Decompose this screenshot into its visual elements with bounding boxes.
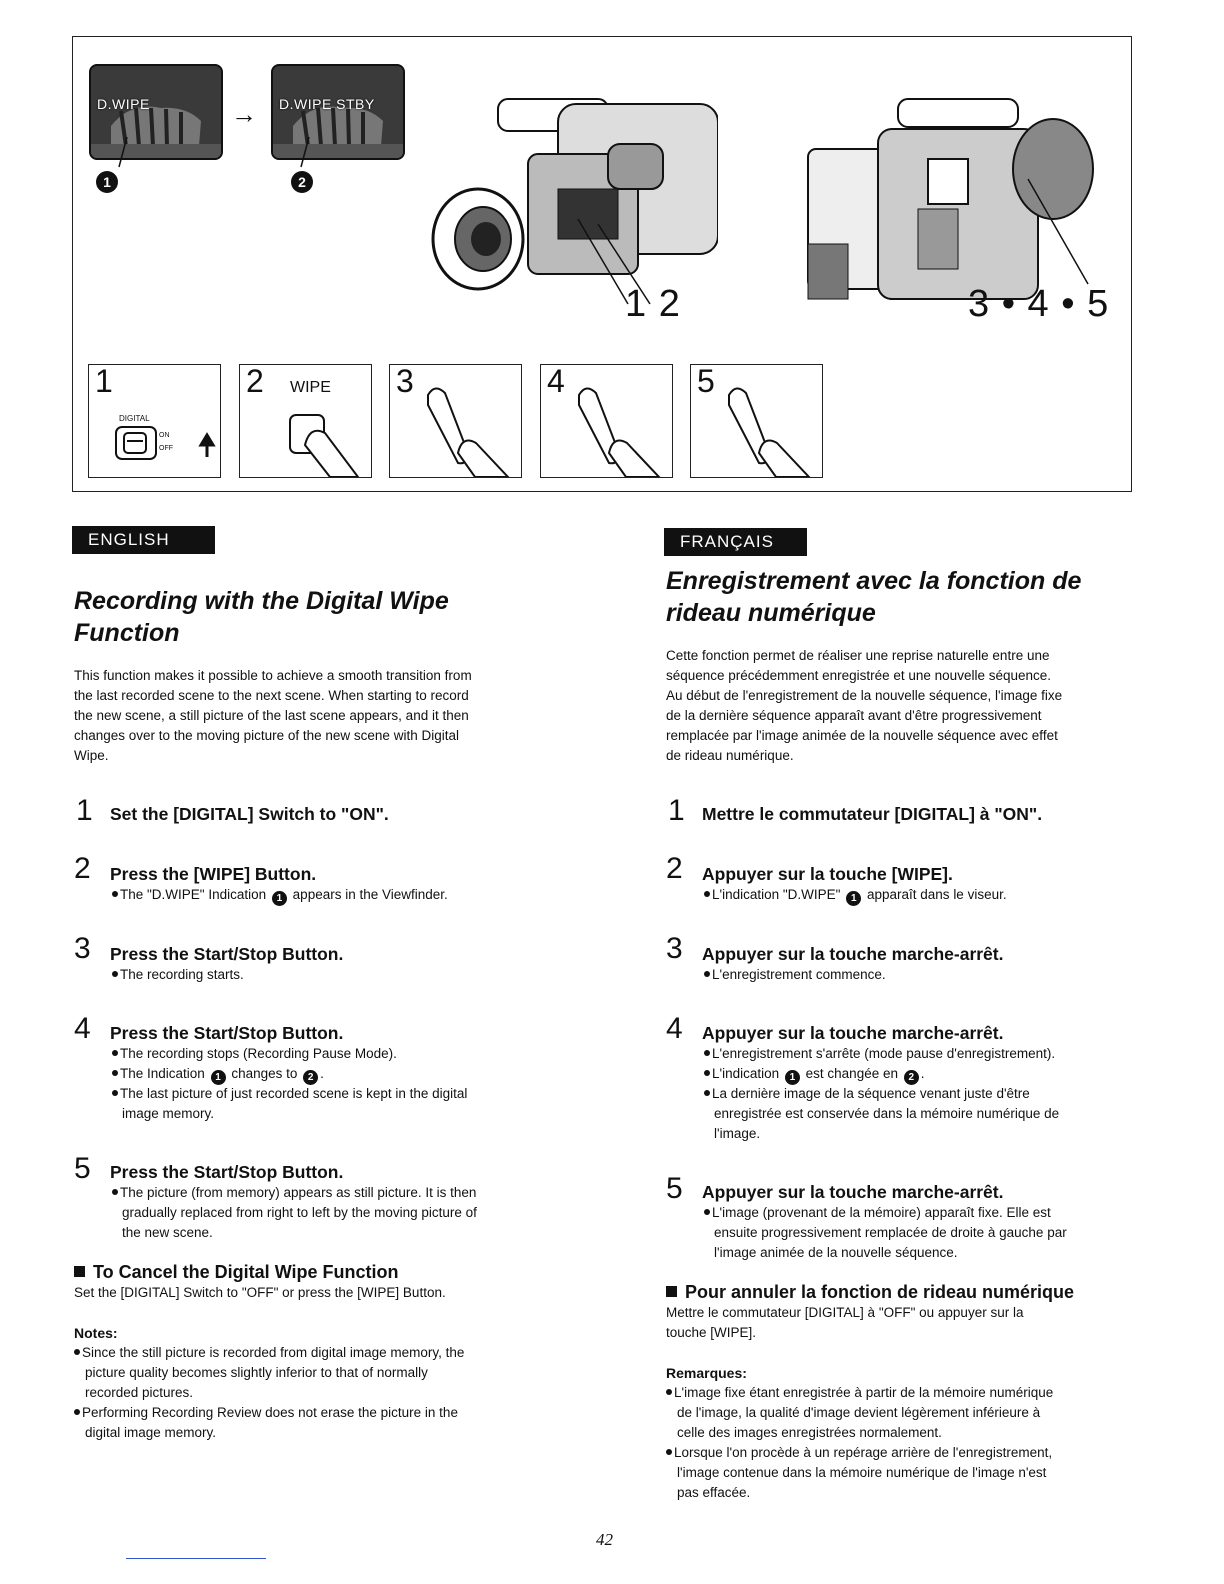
step-number: 2 (666, 852, 683, 885)
notes-heading: Notes: (74, 1325, 118, 1341)
step-heading: Press the Start/Stop Button. (110, 1023, 344, 1043)
arrow-right-icon: → (231, 99, 257, 129)
title-line: Function (74, 619, 180, 647)
note-item: L'image fixe étant enregistrée à partir de la mémoire numérique de l'image, la qualité d'image devient légèrement inférieure à celle des images enregistrées normalement. (666, 1383, 1053, 1443)
on-label: ON (159, 432, 170, 439)
step-heading: Press the Start/Stop Button. (110, 1162, 344, 1182)
camera-front-label: 1 2 (625, 283, 681, 325)
step-number: 1 (668, 794, 685, 827)
page-number: 42 (596, 1530, 613, 1549)
step-number: 3 (74, 932, 91, 965)
intro-line: the last recorded scene to the next scene. When starting to record (74, 688, 469, 703)
dwipe-stby-indicator: D.WIPE STBY (279, 96, 375, 112)
french-intro (666, 646, 1062, 766)
callout-1-inline: 1 (846, 891, 861, 906)
step-bullet: The recording stops (Recording Pause Mode). (112, 1044, 397, 1064)
step-number: 4 (74, 1012, 91, 1045)
camera-back-label: 3 • 4 • 5 (968, 283, 1110, 325)
step-box-number: 2 (246, 363, 264, 399)
step-heading: Set the [DIGITAL] Switch to "ON". (110, 804, 389, 824)
language-tag-french: FRANÇAIS (664, 528, 807, 556)
step-box-4 (540, 364, 673, 478)
square-bullet-icon (666, 1286, 677, 1297)
step-heading: Mettre le commutateur [DIGITAL] à "ON". (702, 804, 1043, 824)
step-bullet: L'enregistrement commence. (704, 965, 886, 985)
step-bullet: L'image (provenant de la mémoire) apparaît fixe. Elle est ensuite progressivement remplacée de droite à gauche par l'image animée de la nouvelle séquence. (704, 1203, 1067, 1263)
step-bullet: The last picture of just recorded scene is kept in the digital image memory. (112, 1084, 467, 1124)
step-box-1 (88, 364, 221, 478)
intro-line: de la dernière séquence apparaît avant d'être progressivement (666, 708, 1042, 723)
step-bullet: The recording starts. (112, 965, 244, 985)
note-item: Performing Recording Review does not erase the picture in the digital image memory. (74, 1403, 458, 1443)
dwipe-indicator: D.WIPE (97, 96, 150, 112)
intro-line: Cette fonction permet de réaliser une reprise naturelle entre une (666, 648, 1050, 663)
intro-line: de rideau numérique. (666, 748, 794, 763)
title-line: Enregistrement avec la fonction de (666, 567, 1082, 595)
finger-press-startstop-icon (691, 365, 822, 477)
finger-press-wipe-icon (240, 365, 371, 477)
step-box-number: 3 (396, 363, 414, 399)
finger-press-startstop-icon (541, 365, 672, 477)
callout-1-inline: 1 (272, 891, 287, 906)
note-item: Since the still picture is recorded from digital image memory, the picture quality becomes slightly inferior to that of normally recorded pictures. (74, 1343, 464, 1403)
footer-rule (126, 1558, 266, 1559)
cancel-body: Mettre le commutateur [DIGITAL] à "OFF" ou appuyer sur la touche [WIPE]. (666, 1305, 1024, 1340)
step-bullet: La dernière image de la séquence venant juste d'être enregistrée est conservée dans la mémoire numérique de l'image. (704, 1084, 1059, 1144)
english-title (74, 585, 449, 649)
note-item: Lorsque l'on procède à un repérage arrière de l'enregistrement, l'image contenue dans la mémoire numérique de l'image n'est pas effacée. (666, 1443, 1052, 1503)
digital-switch-icon (89, 365, 220, 477)
intro-line: Au début de l'enregistrement de la nouvelle séquence, l'image fixe (666, 688, 1063, 703)
step-number: 5 (74, 1152, 91, 1185)
step-box-number: 5 (697, 363, 715, 399)
intro-line: remplacée par l'image animée de la nouvelle séquence avec effet (666, 728, 1058, 743)
square-bullet-icon (74, 1266, 85, 1277)
intro-line: This function makes it possible to achieve a smooth transition from (74, 668, 472, 683)
step-number: 5 (666, 1172, 683, 1205)
language-tag-english: ENGLISH (72, 526, 215, 554)
step-bullet: The Indication 1 changes to 2 . (112, 1064, 324, 1085)
step-number: 4 (666, 1012, 683, 1045)
french-title (666, 565, 1081, 629)
title-line: rideau numérique (666, 599, 876, 627)
step-heading: Appuyer sur la touche marche-arrêt. (702, 944, 1004, 964)
step-heading: Press the Start/Stop Button. (110, 944, 344, 964)
step-number: 3 (666, 932, 683, 965)
step-number: 1 (76, 794, 93, 827)
callout-2-inline: 2 (303, 1070, 318, 1085)
camcorder-back-icon (798, 59, 1098, 309)
english-intro (74, 666, 472, 766)
callout-line-1 (109, 137, 139, 177)
callout-1-inline: 1 (211, 1070, 226, 1085)
callout-1: 1 (96, 171, 118, 193)
off-label: OFF (159, 445, 173, 452)
step-box-number: 4 (547, 363, 565, 399)
callout-1-inline: 1 (785, 1070, 800, 1085)
step-bullet: L'indication "D.WIPE" 1 apparaît dans le viseur. (704, 885, 1007, 906)
camcorder-front-icon (428, 59, 718, 319)
notes-heading: Remarques: (666, 1365, 747, 1381)
step-bullet: L'enregistrement s'arrête (mode pause d'enregistrement). (704, 1044, 1055, 1064)
illustration-frame (72, 36, 1132, 492)
cancel-heading: To Cancel the Digital Wipe Function (74, 1261, 399, 1283)
step-heading: Appuyer sur la touche [WIPE]. (702, 864, 953, 884)
title-line: Recording with the Digital Wipe (74, 587, 449, 615)
cancel-body: Set the [DIGITAL] Switch to "OFF" or press the [WIPE] Button. (74, 1285, 446, 1300)
callout-2: 2 (291, 171, 313, 193)
step-heading: Press the [WIPE] Button. (110, 864, 317, 884)
callout-2-inline: 2 (904, 1070, 919, 1085)
intro-line: Wipe. (74, 748, 109, 763)
intro-line: the new scene, a still picture of the last scene appears, and it then (74, 708, 469, 723)
intro-line: séquence précédemment enregistrée et une nouvelle séquence. (666, 668, 1052, 683)
step-heading: Appuyer sur la touche marche-arrêt. (702, 1023, 1004, 1043)
step-box-number: 1 (95, 363, 113, 399)
step-bullet: L'indication 1 est changée en 2 . (704, 1064, 925, 1085)
finger-press-startstop-icon (390, 365, 521, 477)
step-box-3 (389, 364, 522, 478)
step-heading: Appuyer sur la touche marche-arrêt. (702, 1182, 1004, 1202)
step-box-2 (239, 364, 372, 478)
cancel-heading: Pour annuler la fonction de rideau numérique (666, 1281, 1074, 1303)
digital-switch-label: DIGITAL (119, 414, 150, 423)
step-bullet: The picture (from memory) appears as still picture. It is then gradually replaced from right to left by the moving picture of the new scene. (112, 1183, 477, 1243)
step-number: 2 (74, 852, 91, 885)
step-box-5 (690, 364, 823, 478)
intro-line: changes over to the moving picture of the new scene with Digital (74, 728, 459, 743)
step-bullet: The "D.WIPE" Indication 1 appears in the Viewfinder. (112, 885, 448, 906)
wipe-button-label: WIPE (290, 379, 331, 396)
